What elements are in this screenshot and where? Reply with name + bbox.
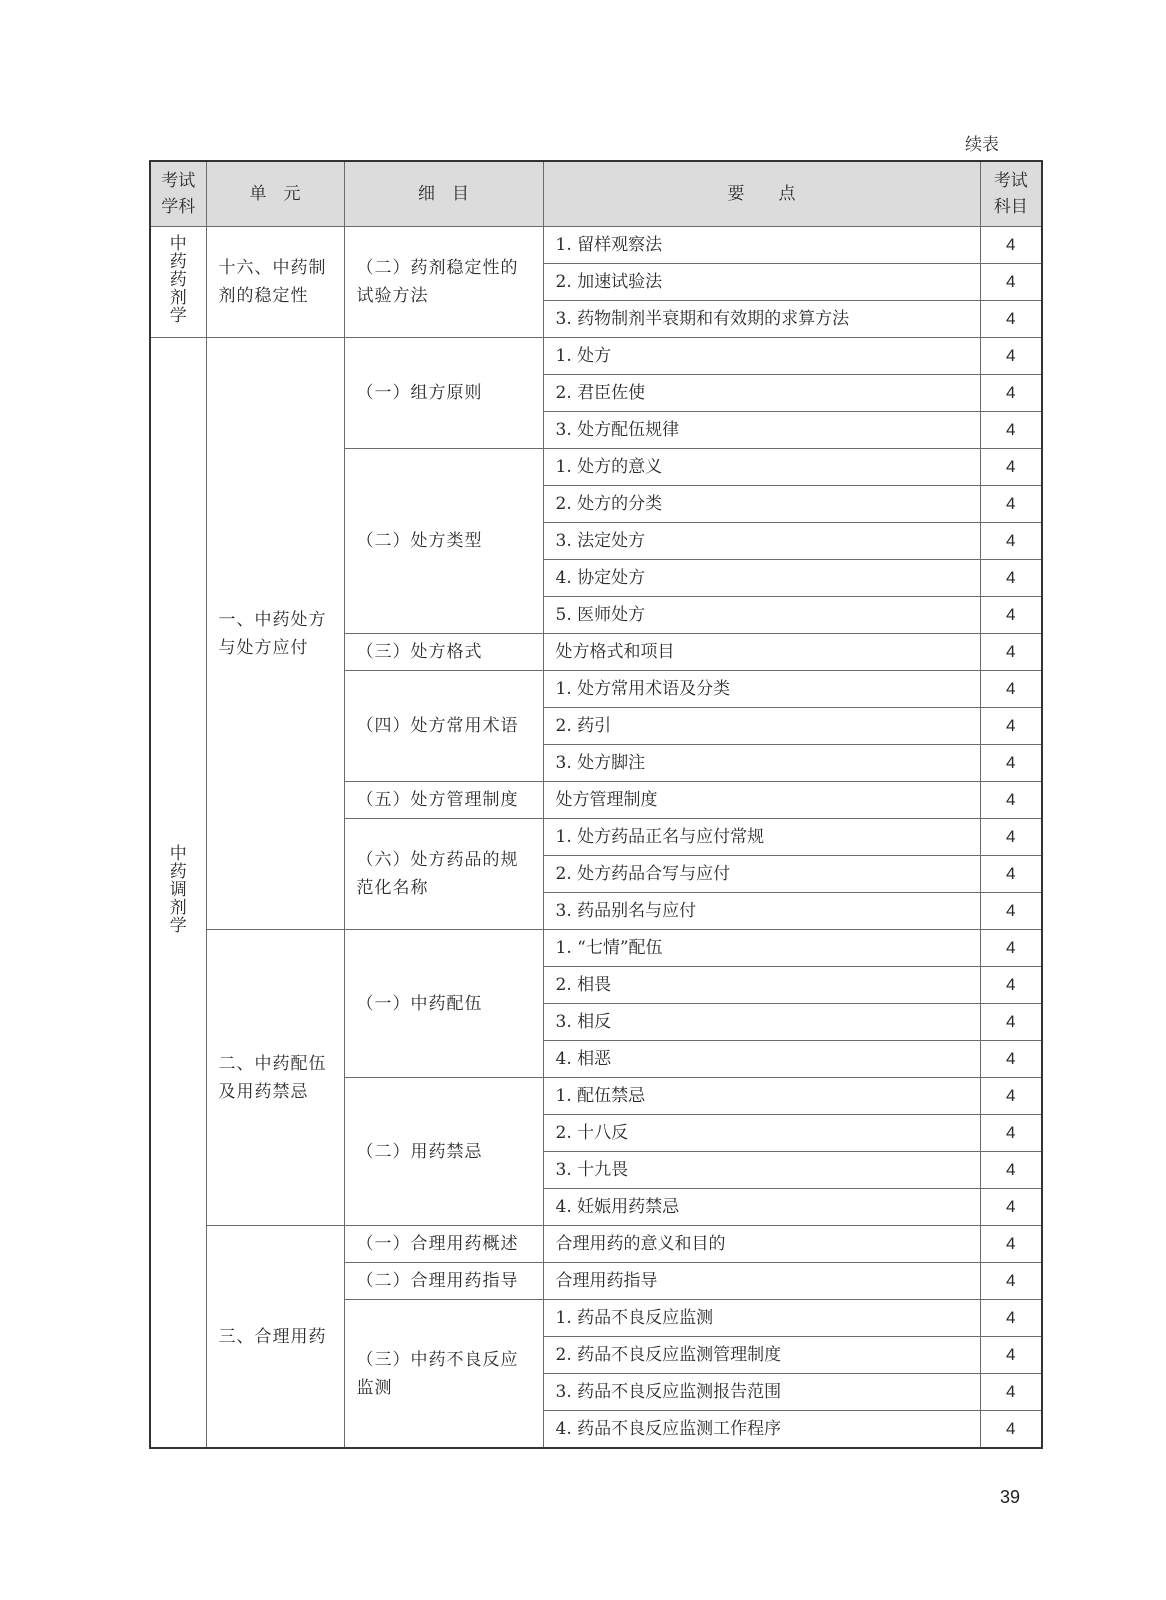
point-cell: 1. 处方常用术语及分类 <box>543 671 980 708</box>
exam-subject-cell: 4 <box>980 301 1042 338</box>
point-cell: 2. 药品不良反应监测管理制度 <box>543 1337 980 1374</box>
detail-cell: （三）处方格式 <box>344 634 543 671</box>
exam-subject-cell: 4 <box>980 1189 1042 1226</box>
table-header-row <box>150 161 1042 227</box>
continued-table-label: 续表 <box>965 135 999 155</box>
point-cell: 3. 十九畏 <box>543 1152 980 1189</box>
table-row <box>150 1226 1042 1263</box>
detail-cell: （四）处方常用术语 <box>344 671 543 782</box>
table-row <box>150 227 1042 264</box>
exam-subject-cell: 4 <box>980 1411 1042 1449</box>
unit-cell: 十六、中药制剂的稳定性 <box>206 227 344 338</box>
exam-subject-cell: 4 <box>980 782 1042 819</box>
exam-subject-cell: 4 <box>980 893 1042 930</box>
point-cell: 1. 药品不良反应监测 <box>543 1300 980 1337</box>
exam-subject-cell: 4 <box>980 1078 1042 1115</box>
point-cell: 4. 协定处方 <box>543 560 980 597</box>
point-cell: 3. 药品别名与应付 <box>543 893 980 930</box>
point-cell: 合理用药的意义和目的 <box>543 1226 980 1263</box>
point-cell: 2. 十八反 <box>543 1115 980 1152</box>
exam-outline-table <box>149 160 1043 1449</box>
detail-cell: （二）药剂稳定性的试验方法 <box>344 227 543 338</box>
point-cell: 1. 处方药品正名与应付常规 <box>543 819 980 856</box>
exam-subject-cell: 4 <box>980 708 1042 745</box>
detail-cell: （二）用药禁忌 <box>344 1078 543 1226</box>
table-body <box>150 227 1042 1449</box>
exam-subject-cell: 4 <box>980 338 1042 375</box>
point-cell: 1. 处方的意义 <box>543 449 980 486</box>
detail-cell: （五）处方管理制度 <box>344 782 543 819</box>
point-cell: 3. 相反 <box>543 1004 980 1041</box>
exam-subject-cell: 4 <box>980 856 1042 893</box>
header-point: 要 点 <box>543 161 980 227</box>
unit-cell: 一、中药处方与处方应付 <box>206 338 344 930</box>
detail-cell: （二）合理用药指导 <box>344 1263 543 1300</box>
detail-cell: （六）处方药品的规范化名称 <box>344 819 543 930</box>
exam-subject-cell: 4 <box>980 967 1042 1004</box>
point-cell: 4. 妊娠用药禁忌 <box>543 1189 980 1226</box>
exam-subject-cell: 4 <box>980 1226 1042 1263</box>
detail-cell: （二）处方类型 <box>344 449 543 634</box>
point-cell: 2. 处方药品合写与应付 <box>543 856 980 893</box>
subject-name: 中药药剂学 <box>169 233 187 326</box>
subject-cell <box>150 338 206 1449</box>
point-cell: 3. 药物制剂半衰期和有效期的求算方法 <box>543 301 980 338</box>
exam-subject-cell: 4 <box>980 486 1042 523</box>
header-detail: 细 目 <box>344 161 543 227</box>
header-subject: 考试学科 <box>150 161 206 227</box>
exam-subject-cell: 4 <box>980 671 1042 708</box>
point-cell: 处方格式和项目 <box>543 634 980 671</box>
exam-subject-cell: 4 <box>980 227 1042 264</box>
point-cell: 1. 配伍禁忌 <box>543 1078 980 1115</box>
exam-subject-cell: 4 <box>980 449 1042 486</box>
point-cell: 1. 处方 <box>543 338 980 375</box>
exam-subject-cell: 4 <box>980 1374 1042 1411</box>
point-cell: 2. 相畏 <box>543 967 980 1004</box>
point-cell: 3. 药品不良反应监测报告范围 <box>543 1374 980 1411</box>
point-cell: 1. 留样观察法 <box>543 227 980 264</box>
point-cell: 合理用药指导 <box>543 1263 980 1300</box>
exam-subject-cell: 4 <box>980 1004 1042 1041</box>
point-cell: 4. 相恶 <box>543 1041 980 1078</box>
point-cell: 1. “七情”配伍 <box>543 930 980 967</box>
exam-subject-cell: 4 <box>980 745 1042 782</box>
header-unit: 单 元 <box>206 161 344 227</box>
exam-subject-cell: 4 <box>980 930 1042 967</box>
point-cell: 2. 君臣佐使 <box>543 375 980 412</box>
exam-subject-cell: 4 <box>980 523 1042 560</box>
table-row <box>150 338 1042 375</box>
header-exam-subject: 考试科目 <box>980 161 1042 227</box>
point-cell: 3. 处方配伍规律 <box>543 412 980 449</box>
exam-subject-cell: 4 <box>980 1263 1042 1300</box>
subject-name: 中药调剂学 <box>169 844 187 936</box>
point-cell: 2. 处方的分类 <box>543 486 980 523</box>
exam-subject-cell: 4 <box>980 819 1042 856</box>
unit-cell: 三、合理用药 <box>206 1226 344 1449</box>
exam-subject-cell: 4 <box>980 412 1042 449</box>
point-cell: 3. 处方脚注 <box>543 745 980 782</box>
exam-subject-cell: 4 <box>980 375 1042 412</box>
exam-subject-cell: 4 <box>980 1337 1042 1374</box>
detail-cell: （一）中药配伍 <box>344 930 543 1078</box>
exam-subject-cell: 4 <box>980 597 1042 634</box>
table-row <box>150 930 1042 967</box>
detail-cell: （三）中药不良反应监测 <box>344 1300 543 1449</box>
page-number: 39 <box>1000 1487 1021 1507</box>
point-cell: 3. 法定处方 <box>543 523 980 560</box>
detail-cell: （一）组方原则 <box>344 338 543 449</box>
exam-subject-cell: 4 <box>980 1300 1042 1337</box>
point-cell: 4. 药品不良反应监测工作程序 <box>543 1411 980 1449</box>
point-cell: 5. 医师处方 <box>543 597 980 634</box>
exam-subject-cell: 4 <box>980 264 1042 301</box>
point-cell: 2. 药引 <box>543 708 980 745</box>
subject-cell <box>150 227 206 338</box>
exam-subject-cell: 4 <box>980 1152 1042 1189</box>
point-cell: 处方管理制度 <box>543 782 980 819</box>
detail-cell: （一）合理用药概述 <box>344 1226 543 1263</box>
exam-subject-cell: 4 <box>980 634 1042 671</box>
point-cell: 2. 加速试验法 <box>543 264 980 301</box>
exam-subject-cell: 4 <box>980 1041 1042 1078</box>
exam-subject-cell: 4 <box>980 560 1042 597</box>
exam-subject-cell: 4 <box>980 1115 1042 1152</box>
unit-cell: 二、中药配伍及用药禁忌 <box>206 930 344 1226</box>
